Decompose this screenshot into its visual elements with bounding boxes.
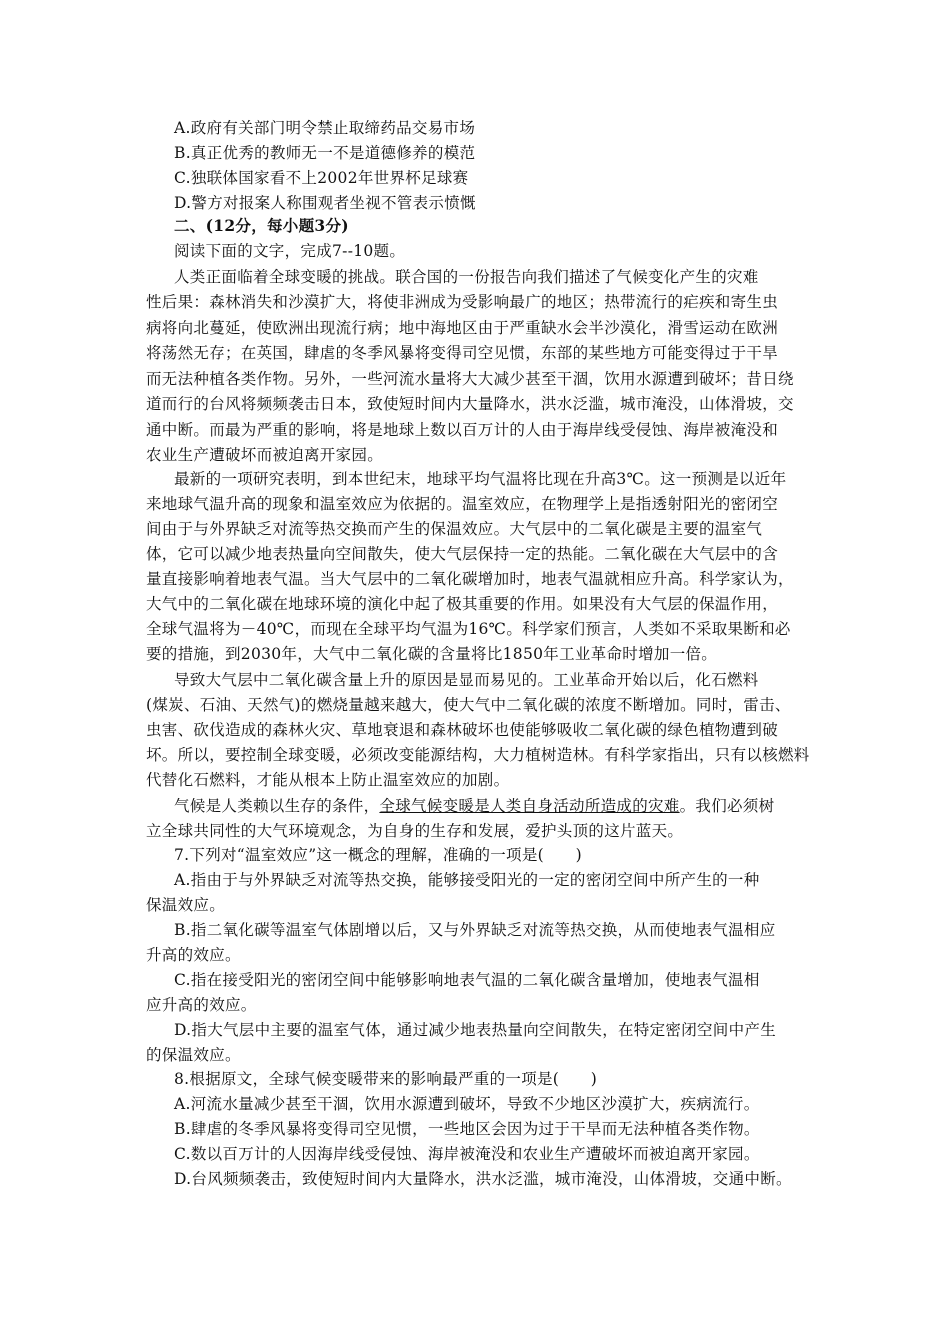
passage-p2-line: 量直接影响着地表气温。当大气层中的二氧化碳增加时，地表气温就相应升高。科学家认为， [146,570,794,588]
underlined-key-sentence: 全球气候变暖是人类自身活动所造成的灾难 [379,797,680,815]
passage-p2-line: 全球气温将为－40℃，而现在全球平均气温为16℃。科学家们预言，人类如不采取果断和必 [146,620,791,638]
passage-p1-line: 将荡然无存；在英国，肆虐的冬季风暴将变得司空见惯，东部的某些地方可能变得过于干旱 [146,344,779,362]
passage-p2-line: 最新的一项研究表明，到本世纪末，地球平均气温将比现在升高3℃。这一预测是以近年 [174,470,787,488]
passage-p2-line: 间由于与外界缺乏对流等热交换而产生的保温效应。大气层中的二氧化碳是主要的温室气 [146,520,763,538]
question-8-stem: 8.根据原文，全球气候变暖带来的影响最严重的一项是( ) [174,1070,598,1088]
passage-p1-line: 病将向北蔓延，使欧洲出现流行病；地中海地区由于严重缺水会半沙漠化，滑雪运动在欧洲 [146,319,779,337]
passage-p3-line: 导致大气层中二氧化碳含量上升的原因是显而易见的。工业革命开始以后，化石燃料 [174,671,759,689]
passage-p4-line: 立全球共同性的大气环境观念，为自身的生存和发展，爱护头顶的这片蓝天。 [146,822,684,840]
prev-option-a: A.政府有关部门明令禁止取缔药品交易市场 [174,119,476,137]
question-7-stem: 7.下列对“温室效应”这一概念的理解，准确的一项是( ) [174,846,582,864]
prev-option-b: B.真正优秀的教师无一不是道德修养的模范 [174,144,476,162]
question-7-option-c: C.指在接受阳光的密闭空间中能够影响地表气温的二氧化碳含量增加，使地表气温相 [174,971,760,989]
question-7-option-b: B.指二氧化碳等温室气体剧增以后，又与外界缺乏对流等热交换，从而使地表气温相应 [174,921,776,939]
question-8-option-c: C.数以百万计的人因海岸线受侵蚀、海岸被淹没和农业生产遭破坏而被迫离开家园。 [174,1145,760,1163]
passage-p1-line: 农业生产遭破坏而被迫离开家园。 [146,446,384,464]
question-7-option-c-cont: 应升高的效应。 [146,996,257,1014]
prev-option-d: D.警方对报案人称围观者坐视不管表示愤慨 [174,194,476,212]
passage-p1-line: 道而行的台风将频频袭击日本，致使短时间内大量降水，洪水泛滥，城市淹没，山体滑坡，交 [146,395,794,413]
passage-p2-line: 大气中的二氧化碳在地球环境的演化中起了极其重要的作用。如果没有大气层的保温作用， [146,595,779,613]
passage-p1-line: 人类正面临着全球变暖的挑战。联合国的一份报告向我们描述了气候变化产生的灾难 [174,268,759,286]
passage-p4-line [174,794,774,818]
question-7-option-a: A.指由于与外界缺乏对流等热交换，能够接受阳光的一定的密闭空间中所产生的一种 [174,871,760,889]
passage-p3-line: 虫害、砍伐造成的森林火灾、草地衰退和森林破坏也使能够吸收二氧化碳的绿色植物遭到破 [146,721,779,739]
passage-p3-line: 代替化石燃料，才能从根本上防止温室效应的加剧。 [146,771,510,789]
question-7-option-b-cont: 升高的效应。 [146,946,241,964]
passage-p3-line: (煤炭、石油、天然气)的燃烧量越来越大，使大气中二氧化碳的浓度不断增加。同时，雷击、 [146,696,791,714]
question-8-option-a: A.河流水量减少甚至干涸，饮用水源遭到破坏，导致不少地区沙漠扩大，疾病流行。 [174,1095,760,1113]
question-7-option-a-cont: 保温效应。 [146,896,226,914]
passage-p1-line: 性后果：森林消失和沙漠扩大，将使非洲成为受影响最广的地区；热带流行的疟疾和寄生虫 [146,293,779,311]
passage-p2-line: 要的措施，到2030年，大气中二氧化碳的含量将比1850年工业革命时增加一倍。 [146,645,718,663]
passage-p2-line: 来地球气温升高的现象和温室效应为依据的。温室效应，在物理学上是指透射阳光的密闭空 [146,495,779,513]
question-7-option-d-cont: 的保温效应。 [146,1046,241,1064]
question-8-option-b: B.肆虐的冬季风暴将变得司空见惯，一些地区会因为过于干旱而无法种植各类作物。 [174,1120,760,1138]
prev-option-c: C.独联体国家看不上2002年世界杯足球赛 [174,169,469,187]
passage-p1-line: 而无法种植各类作物。另外，一些河流水量将大大减少甚至干涸，饮用水源遭到破坏；昔日绕 [146,370,794,388]
passage-p3-line: 坏。所以，要控制全球变暖，必须改变能源结构，大力植树造林。有科学家指出，只有以核燃料 [146,746,810,764]
passage-p4-pre: 气候是人类赖以生存的条件， [174,797,380,815]
passage-p1-line: 通中断。而最为严重的影响，将是地球上数以百万计的人由于海岸线受侵蚀、海岸被淹没和 [146,421,779,439]
section-heading: 二、(12分，每小题3分) [174,216,349,235]
passage-p4-post: 。我们必须树 [679,797,775,815]
question-8-option-d: D.台风频频袭击，致使短时间内大量降水，洪水泛滥，城市淹没，山体滑坡，交通中断。 [174,1170,792,1188]
passage-p2-line: 体，它可以减少地表热量向空间散失，使大气层保持一定的热能。二氧化碳在大气层中的含 [146,545,779,563]
question-7-option-d: D.指大气层中主要的温室气体，通过减少地表热量向空间散失，在特定密闭空间中产生 [174,1021,777,1039]
instruction: 阅读下面的文字，完成7--10题。 [174,242,406,260]
